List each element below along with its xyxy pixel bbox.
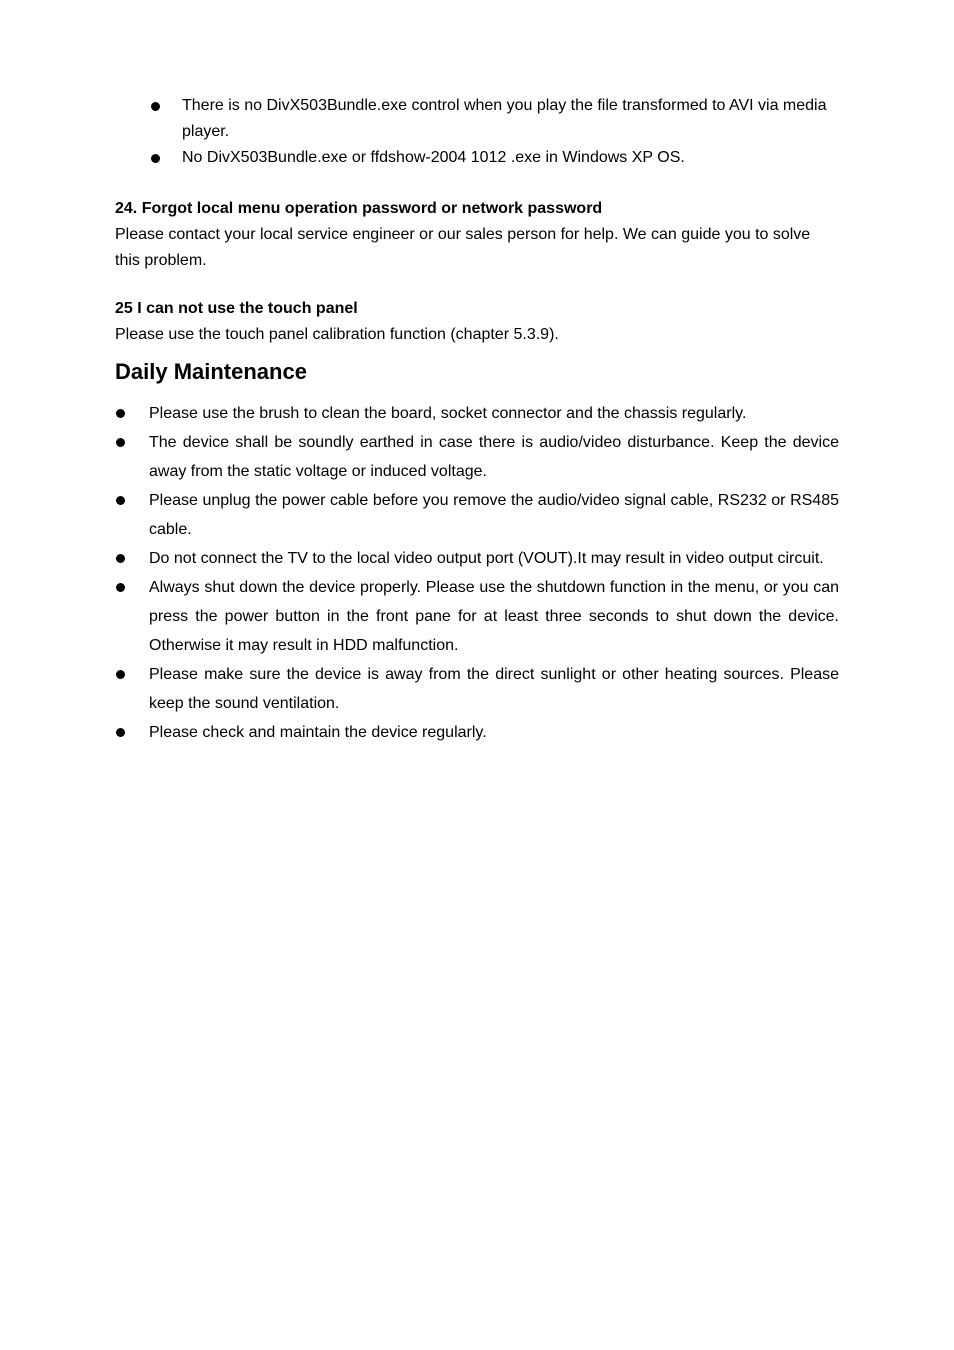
- list-item-text: No DivX503Bundle.exe or ffdshow-2004 1012 .exe in Windows XP OS.: [182, 149, 685, 166]
- list-item-text: Please use the brush to clean the board, socket connector and the chassis regularly.: [149, 405, 747, 422]
- faq-section-24: [115, 196, 835, 274]
- list-item: [148, 145, 828, 171]
- list-item: [115, 399, 839, 428]
- faq-body: Please use the touch panel calibration function (chapter 5.3.9).: [115, 326, 559, 343]
- list-item-text: Do not connect the TV to the local video output port (VOUT).It may result in video output circuit.: [149, 550, 824, 567]
- bullet-icon: [151, 154, 160, 163]
- list-item-text: Please make sure the device is away from the direct sunlight or other heating sources. Please keep the sound ventilation.: [149, 666, 839, 712]
- faq-body: Please contact your local service engineer or our sales person for help. We can guide you to solve this problem.: [115, 226, 811, 269]
- list-item: [115, 718, 839, 747]
- faq-section-25: [115, 296, 835, 348]
- faq-title: 24. Forgot local menu operation password or network password: [115, 200, 603, 217]
- faq-title: 25 I can not use the touch panel: [115, 300, 358, 317]
- bullet-icon: [116, 728, 125, 737]
- list-item-text: Please check and maintain the device regularly.: [149, 724, 487, 741]
- list-item: [115, 573, 839, 660]
- bullet-icon: [116, 409, 125, 418]
- daily-maintenance-heading: Daily Maintenance: [115, 359, 307, 384]
- maintenance-list: [115, 399, 839, 747]
- bullet-icon: [116, 670, 125, 679]
- bullet-icon: [151, 102, 160, 111]
- list-item: [115, 544, 839, 573]
- list-item-text: The device shall be soundly earthed in case there is audio/video disturbance. Keep the device away from the static voltage or induced voltage.: [149, 434, 839, 480]
- list-item: [115, 486, 839, 544]
- bullet-icon: [116, 438, 125, 447]
- list-item-text: There is no DivX503Bundle.exe control when you play the file transformed to AVI via media player.: [182, 97, 827, 140]
- codec-notes-list: [148, 93, 828, 171]
- list-item: [148, 93, 828, 145]
- bullet-icon: [116, 583, 125, 592]
- list-item: [115, 428, 839, 486]
- list-item: [115, 660, 839, 718]
- list-item-text: Always shut down the device properly. Please use the shutdown function in the menu, or you can press the power button in the front pane for at least three seconds to shut down the device. Otherwise it may result in HDD malfunction.: [149, 579, 839, 654]
- bullet-icon: [116, 496, 125, 505]
- list-item-text: Please unplug the power cable before you remove the audio/video signal cable, RS232 or RS485 cable.: [149, 492, 839, 538]
- bullet-icon: [116, 554, 125, 563]
